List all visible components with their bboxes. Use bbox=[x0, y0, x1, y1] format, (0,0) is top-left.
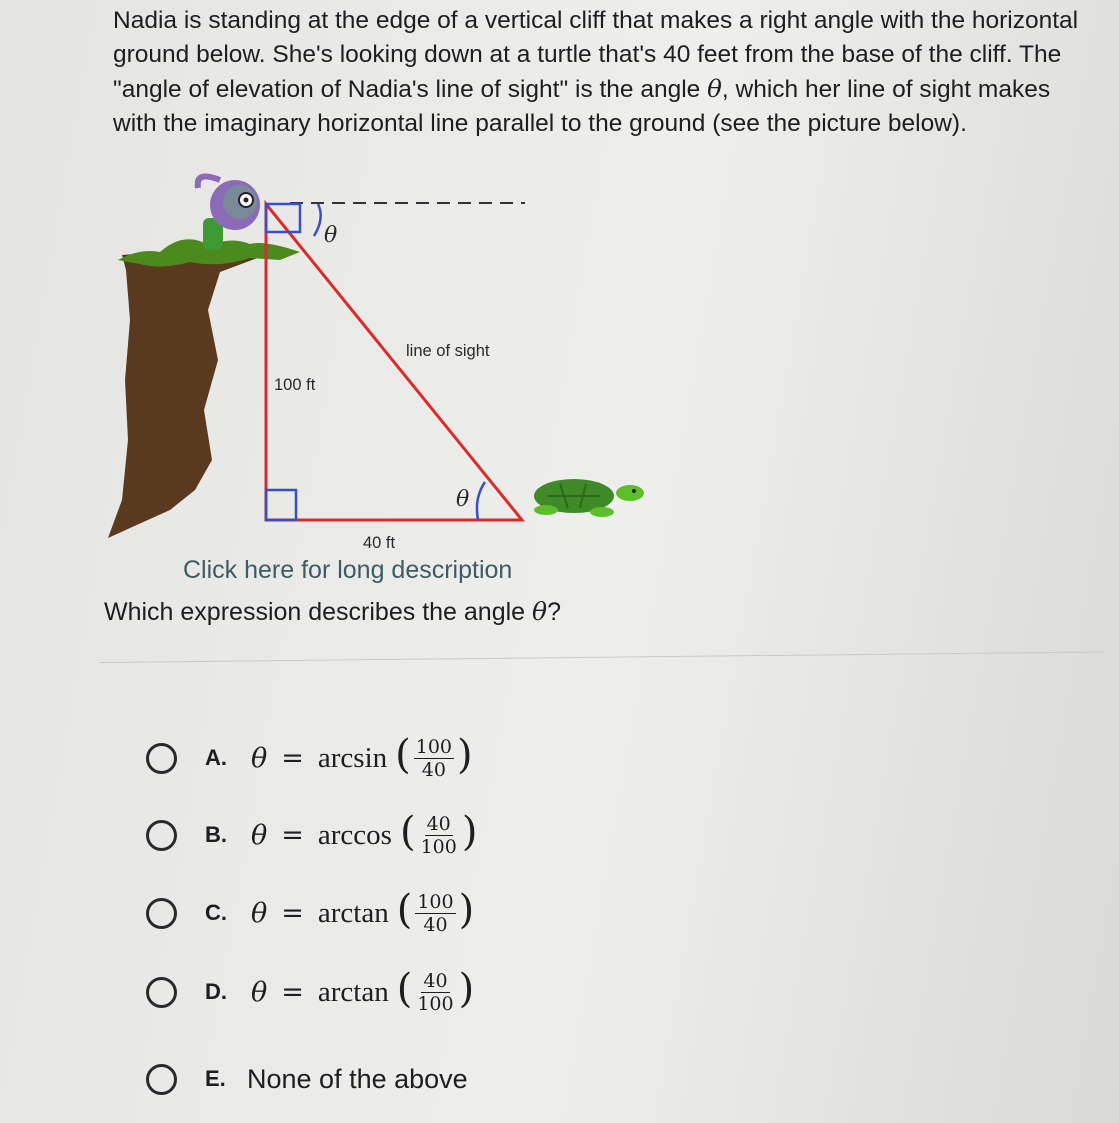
left-paren: ( bbox=[396, 887, 413, 933]
choice-e-text: None of the above bbox=[247, 1063, 468, 1094]
question-text-part2: , which her line of sight makes with the imaginary horizontal line parallel to the ground (see the picture below). bbox=[113, 76, 1051, 137]
choice-c-denominator: 40 bbox=[423, 913, 448, 936]
left-paren: ( bbox=[399, 809, 416, 855]
choice-a-equals: = bbox=[281, 742, 304, 774]
choice-c-fraction bbox=[415, 892, 455, 935]
choice-d-equals: = bbox=[281, 976, 304, 1008]
choice-a-function: arcsin bbox=[317, 741, 388, 774]
top-angle-arc bbox=[314, 204, 321, 236]
choice-d-denominator: 100 bbox=[417, 992, 454, 1015]
long-description-link[interactable]: Click here for long description bbox=[183, 556, 513, 584]
choice-b-function: arccos bbox=[317, 818, 392, 851]
line-of-sight-label: line of sight bbox=[406, 342, 490, 360]
choice-c-numerator: 100 bbox=[417, 890, 454, 913]
choice-b-numerator: 40 bbox=[426, 812, 451, 835]
cliff-diagram bbox=[100, 160, 680, 560]
choice-b-fraction bbox=[419, 814, 459, 857]
divider bbox=[100, 651, 1105, 663]
choice-d[interactable] bbox=[146, 968, 666, 1016]
choice-a-letter: A. bbox=[205, 745, 227, 770]
top-angle-label: θ bbox=[324, 223, 338, 248]
question-prompt bbox=[104, 597, 561, 627]
radio-a[interactable] bbox=[146, 743, 177, 774]
cliff-figure bbox=[100, 160, 680, 560]
choice-e-letter: E. bbox=[205, 1066, 226, 1091]
choice-e[interactable] bbox=[146, 1055, 666, 1103]
choice-c-function: arctan bbox=[317, 896, 389, 929]
choice-d-letter: D. bbox=[205, 979, 227, 1004]
radio-d[interactable] bbox=[146, 977, 177, 1008]
choice-d-function: arctan bbox=[317, 975, 389, 1008]
radio-b[interactable] bbox=[146, 820, 177, 851]
choice-c-theta: θ bbox=[251, 897, 268, 929]
choice-c-equals: = bbox=[281, 897, 304, 929]
right-paren: ) bbox=[461, 809, 478, 855]
choice-d-expression bbox=[251, 966, 475, 1015]
bottom-angle-arc bbox=[477, 482, 485, 520]
choice-b-equals: = bbox=[281, 819, 304, 851]
left-paren: ( bbox=[395, 732, 411, 778]
right-triangle bbox=[266, 204, 522, 520]
bottom-right-angle-marker bbox=[266, 490, 296, 520]
choice-a-numerator: 100 bbox=[415, 735, 453, 758]
left-paren: ( bbox=[396, 966, 413, 1012]
choice-a-fraction bbox=[414, 737, 454, 780]
choice-a-expression bbox=[251, 732, 473, 781]
choice-a-theta: θ bbox=[251, 742, 268, 774]
choice-b[interactable] bbox=[146, 811, 666, 859]
choice-b-expression bbox=[251, 809, 478, 858]
choice-a-denominator: 40 bbox=[421, 758, 446, 781]
choice-b-letter: B. bbox=[205, 822, 227, 847]
nadia-character-icon bbox=[198, 176, 260, 250]
base-label: 40 ft bbox=[363, 534, 396, 552]
right-paren: ) bbox=[458, 887, 475, 933]
choice-d-numerator: 40 bbox=[423, 969, 448, 992]
choice-a[interactable] bbox=[146, 734, 666, 782]
right-paren: ) bbox=[458, 966, 475, 1012]
radio-c[interactable] bbox=[146, 898, 177, 929]
choice-b-denominator: 100 bbox=[420, 835, 457, 858]
radio-e[interactable] bbox=[146, 1064, 177, 1095]
choice-c-expression bbox=[251, 887, 475, 936]
bottom-angle-label: θ bbox=[456, 487, 470, 512]
choice-c[interactable] bbox=[146, 889, 666, 937]
right-paren: ) bbox=[457, 732, 473, 778]
prompt-text: Which expression describes the angle bbox=[104, 598, 533, 626]
prompt-theta: θ bbox=[532, 597, 548, 626]
cliff-icon bbox=[108, 239, 300, 538]
question-text bbox=[113, 4, 1083, 141]
choice-c-letter: C. bbox=[205, 900, 227, 925]
choice-b-theta: θ bbox=[251, 819, 268, 851]
prompt-end: ? bbox=[547, 598, 561, 626]
question-text-part1: Nadia is standing at the edge of a vertical cliff that makes a right angle with the horizontal ground below. She's looking down at a turtle that's 40 feet from the base of the cliff. The "angle of elevation of Nadia's line of sight" is the angle bbox=[113, 7, 1079, 103]
height-label: 100 ft bbox=[274, 376, 316, 394]
choice-d-theta: θ bbox=[251, 976, 268, 1008]
question-theta: θ bbox=[707, 74, 722, 103]
turtle-icon bbox=[534, 479, 644, 517]
choice-d-fraction bbox=[415, 971, 455, 1014]
